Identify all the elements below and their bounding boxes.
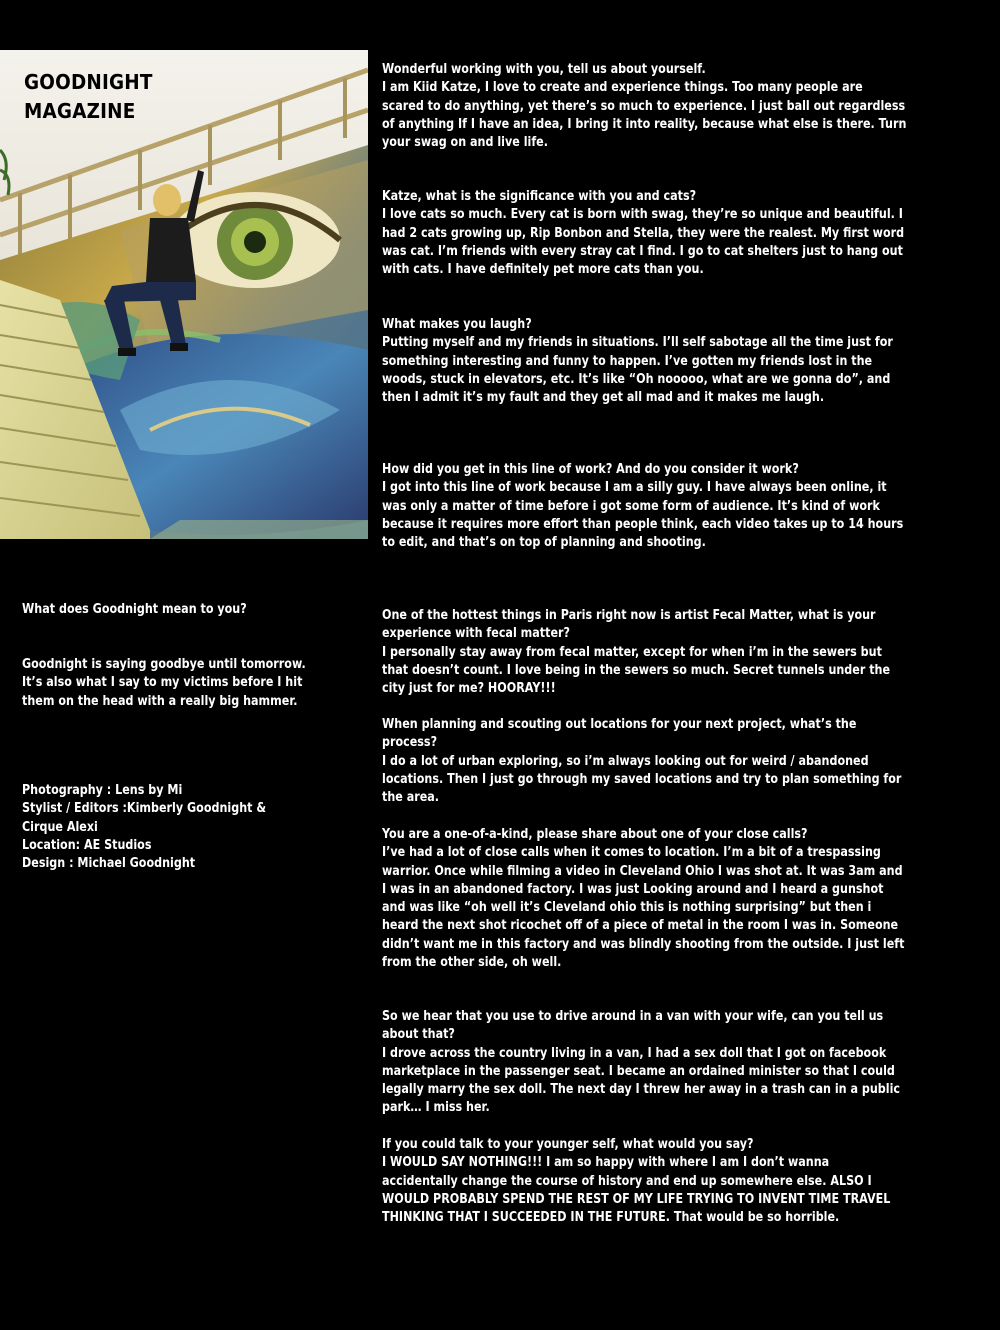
credit-stylist-editors: Stylist / Editors :Kimberly Goodnight & Cirque Alexi xyxy=(22,800,267,835)
interview-question: Katze, what is the significance with you and cats? xyxy=(382,188,697,204)
interview-item xyxy=(382,1007,907,1117)
credits xyxy=(22,781,402,872)
credit-location: Location: AE Studios xyxy=(22,836,152,853)
sidebar-qa xyxy=(22,600,402,618)
magazine-title-line-1: GOODNIGHT xyxy=(24,70,153,94)
interview-item xyxy=(382,606,907,697)
sidebar-question: What does Goodnight mean to you? xyxy=(22,601,247,617)
interview-item xyxy=(382,187,907,278)
interview-question: One of the hottest things in Paris right now is artist Fecal Matter, what is your experience with fecal matter? xyxy=(382,607,876,642)
sidebar-answer-block xyxy=(22,655,402,710)
magazine-title-line-2: MAGAZINE xyxy=(24,99,136,123)
interview-answer: Putting myself and my friends in situations. I’ll self sabotage all the time just for something interesting and funny to happen. I’ve gotten my friends lost in the woods, stuck in elevators, etc. It’s like “Oh nooooo, what are we gonna do”, and then I admit it’s my fault and they get all mad and it makes me laugh. xyxy=(382,334,893,406)
interview-answer: I personally stay away from fecal matter, except for when i’m in the sewers but that doesn’t count. I love being in the sewers so much. Secret tunnels under the city just for me? HOORAY!!! xyxy=(382,643,891,697)
interview-answer: I got into this line of work because I am a silly guy. I have always been online, it was only a matter of time before i got some form of audience. It’s kind of work because it requires more effort than people think, each video takes up to 14 hours to edit, and that’s on top of planning and shooting. xyxy=(382,479,904,551)
interview-item xyxy=(382,315,907,406)
cover-photo xyxy=(0,50,368,539)
interview-item xyxy=(382,460,907,551)
interview-answer: I drove across the country living in a van, I had a sex doll that I got on facebook marketplace in the passenger seat. I became an ordained minister so that I could legally marry the sex doll. The next day I threw her away in a trash can in a public park… I miss her. xyxy=(382,1044,901,1116)
interview-question: What makes you laugh? xyxy=(382,316,532,332)
credit-photography: Photography : Lens by Mi xyxy=(22,782,183,798)
sidebar-answer: Goodnight is saying goodbye until tomorrow. It’s also what I say to my victims before I hit them on the head with a really big hammer. xyxy=(22,656,306,709)
interview-item xyxy=(382,715,907,806)
interview-item xyxy=(382,60,907,151)
credit-design: Design : Michael Goodnight xyxy=(22,855,196,872)
interview-question: If you could talk to your younger self, what would you say? xyxy=(382,1136,754,1152)
interview-answer: I love cats so much. Every cat is born with swag, they’re so unique and beautiful. I had 2 cats growing up, Rip Bonbon and Stella, they were the realest. My first word was cat. I’m friends with every stray cat I find. I go to cat shelters just to hang out with cats. I have definitely pet more cats than you. xyxy=(382,206,905,278)
interview-answer: I’ve had a lot of close calls when it comes to location. I’m a bit of a trespassing warrior. Once while filming a video in Cleveland Ohio I was shot at. It was 3am and I was in an abandoned factory. I was just Looking around and I heard a gunshot and was like “oh well it’s Cleveland ohio this is nothing surprising” but then i heard the next shot ricochet off of a piece of metal in the room I was in. Someone didn’t want me in this factory and was blindly shooting from the outside. I just left from the other side, oh well. xyxy=(382,844,905,971)
interview-question: You are a one-of-a-kind, please share about one of your close calls? xyxy=(382,826,808,842)
interview-question: When planning and scouting out locations for your next project, what’s the process? xyxy=(382,716,857,751)
interview-answer: I am Kiid Katze, I love to create and experience things. Too many people are scared to do anything, yet there’s so much to experience. I just ball out regardless of anything If I have an idea, I bring it into reality, because what else is there. Turn your swag on and live life. xyxy=(382,79,907,151)
interview-answer: I do a lot of urban exploring, so i’m always looking out for weird / abandoned locations. Then I just go through my saved locations and try to plan something for the area. xyxy=(382,752,902,806)
interview-item xyxy=(382,825,907,971)
magazine-title xyxy=(24,68,153,126)
interview-item xyxy=(382,1135,907,1226)
interview-question: Wonderful working with you, tell us about yourself. xyxy=(382,61,706,77)
interview-question: So we hear that you use to drive around in a van with your wife, can you tell us about that? xyxy=(382,1008,884,1043)
interview-question: How did you get in this line of work? And do you consider it work? xyxy=(382,461,799,477)
interview-answer: I WOULD SAY NOTHING!!! I am so happy with where I am I don’t wanna accidentally change the course of history and end up somewhere else. ALSO I WOULD PROBABLY SPEND THE REST OF MY LIFE TRYING TO INVENT TIME TRAVEL THINKING THAT I SUCCEEDED IN THE FUTURE. That would be so horrible. xyxy=(382,1154,891,1226)
